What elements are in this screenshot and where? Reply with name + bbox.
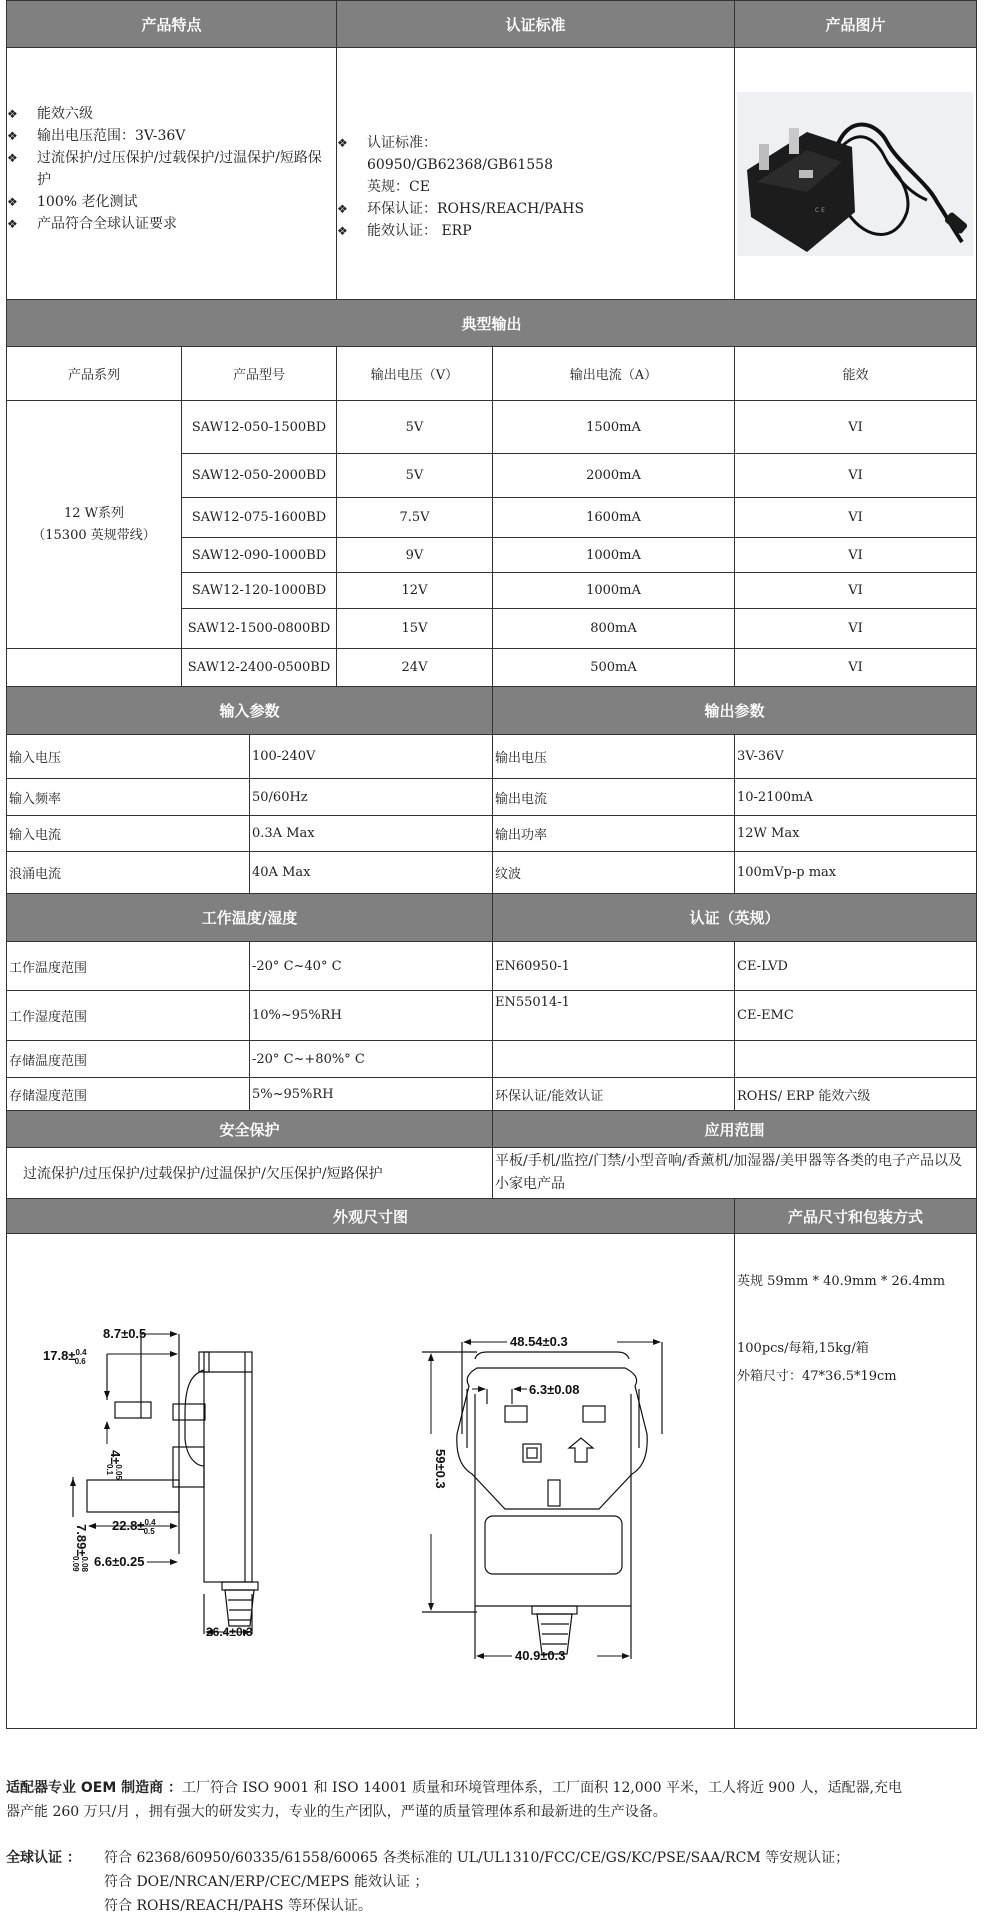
oem-paragraph (6, 1776, 981, 1824)
input-param-value (249, 778, 493, 816)
dim-label-height: 59±0.3 (433, 1449, 448, 1489)
env-value (249, 1077, 493, 1111)
global-cert-line3: 符合 ROHS/REACH/PAHS 等环保认证。 (104, 1898, 372, 1914)
bullet-icon: ❖ (7, 216, 18, 231)
section-title: 安全保护 (219, 1120, 280, 1139)
feature-item (7, 147, 327, 191)
global-cert-line1: 符合 62368/60950/60335/61558/60065 各类标准的 UL/UL1310/FCC/CE/GS/KC/PSE/SAA/RCM 等安规认证； (104, 1850, 850, 1866)
feature-item (7, 213, 327, 235)
col-header-model (181, 346, 337, 401)
application-header (492, 1110, 977, 1148)
voltage-cell-text: 7.5V (399, 510, 430, 525)
package-header (734, 1198, 977, 1234)
output-param-value (734, 734, 977, 779)
current-cell-text: 500mA (590, 660, 637, 675)
model-cell-text: SAW12-2400-0500BD (187, 660, 331, 675)
env-value-text: -20° C~+80%° C (252, 1051, 365, 1067)
feature-item (7, 125, 327, 147)
output-params-header (492, 686, 977, 735)
input-params-header (6, 686, 493, 735)
features-cell (6, 47, 337, 300)
output-param-value-text: 100mVp-p max (737, 865, 837, 880)
temp-humidity-header (6, 893, 493, 942)
env-value-text: 5%~95%RH (252, 1086, 334, 1102)
product-image-cell (734, 47, 977, 300)
dim-sub: 0.6 (74, 1357, 86, 1366)
cert-item (337, 198, 584, 220)
voltage-cell (336, 497, 493, 538)
cert-mark-text: ROHS/ ERP 能效六级 (737, 1088, 871, 1104)
col-header-efficiency (734, 346, 977, 401)
dim-sup: 0.4 (75, 1348, 87, 1357)
input-param-label (6, 815, 250, 852)
input-param-label-text: 输入频率 (9, 791, 62, 807)
current-cell-text: 1000mA (586, 547, 641, 563)
efficiency-cell (734, 648, 977, 687)
bullet-icon: ❖ (7, 106, 18, 121)
output-param-value-text: 3V-36V (737, 749, 784, 764)
side-view (73, 1334, 258, 1634)
env-label-text: 工作湿度范围 (9, 1010, 88, 1025)
output-param-value (734, 778, 977, 816)
dim-label-base: 6.6±0.25 (94, 1554, 145, 1569)
dim-label-pin-length (43, 1348, 87, 1366)
typical-output-header (6, 299, 977, 347)
input-param-value-text: 50/60Hz (252, 789, 308, 805)
packing-info: 100pcs/每箱,15kg/箱 (737, 1341, 869, 1356)
env-value-text: -20° C~40° C (252, 958, 342, 974)
input-param-label (6, 734, 250, 779)
current-cell-text: 2000mA (586, 468, 641, 483)
feature-item (7, 191, 327, 213)
model-cell-text: SAW12-1500-0800BD (187, 621, 331, 636)
current-cell (492, 608, 735, 649)
current-cell (492, 497, 735, 538)
cert-mark (734, 941, 977, 991)
header-features (6, 0, 337, 48)
input-param-value (249, 734, 493, 779)
dim-sup: 0.05 (114, 1464, 123, 1480)
product-photo-adapter (737, 92, 973, 256)
cert-standard-text: EN55014-1 (495, 995, 570, 1010)
input-param-value-text: 100-240V (252, 749, 316, 764)
current-cell (492, 400, 735, 454)
model-cell-text: SAW12-050-1500BD (191, 419, 327, 435)
section-title: 输出参数 (704, 702, 765, 720)
current-cell (492, 453, 735, 498)
current-cell-text: 800mA (590, 621, 637, 636)
output-param-label-text: 纹波 (495, 867, 522, 882)
bullet-icon: ❖ (337, 135, 348, 150)
input-param-value (249, 815, 493, 852)
input-param-label-text: 输入电压 (9, 751, 62, 766)
bullet-icon: ❖ (7, 194, 18, 209)
env-label-text: 存储湿度范围 (9, 1088, 88, 1104)
cert-energy: 能效认证： ERP (367, 222, 472, 239)
env-value (249, 941, 493, 991)
dim-label-width: 48.54±0.3 (510, 1334, 568, 1349)
model-cell (181, 572, 337, 609)
model-cell (181, 497, 337, 538)
efficiency-cell (734, 453, 977, 498)
voltage-cell (336, 648, 493, 687)
dim-sub: 0.09 (71, 1556, 80, 1572)
cert-mark-text: CE-EMC (737, 1008, 794, 1023)
env-label (6, 941, 250, 991)
cert-standard (492, 1077, 735, 1111)
drawing-cell (6, 1233, 735, 1729)
global-cert-line2: 符合 DOE/NRCAN/ERP/CEC/MEPS 能效认证 ； (104, 1874, 429, 1890)
col-header-current (492, 346, 735, 401)
dim-sup: 0.08 (80, 1556, 89, 1573)
model-cell-text: SAW12-120-1000BD (191, 583, 327, 598)
efficiency-cell (734, 497, 977, 538)
application-cell (492, 1147, 977, 1199)
efficiency-cell (734, 608, 977, 649)
series-note: （15300 英规带线） (32, 527, 156, 543)
header-label: 认证标准 (505, 15, 566, 34)
drawing-header (6, 1198, 735, 1234)
series-cell-empty (6, 648, 182, 687)
dim-label-bottom-width: 40.9±0.3 (515, 1648, 566, 1663)
header-cert-standard (336, 0, 735, 48)
section-title: 产品尺寸和包装方式 (787, 1207, 923, 1226)
input-param-value-text: 0.3A Max (252, 826, 315, 841)
column-label: 输出电压（V） (370, 368, 459, 383)
package-cell (734, 1233, 977, 1729)
dim-sub: 0.5 (143, 1527, 155, 1536)
cert-standard-text: 环保认证/能效认证 (495, 1088, 604, 1104)
voltage-cell-text: 5V (405, 419, 424, 435)
cert-standard (492, 1040, 735, 1078)
env-label-text: 存储温度范围 (9, 1053, 88, 1069)
column-label: 产品型号 (232, 368, 285, 383)
output-param-label-text: 输出电流 (495, 791, 548, 807)
voltage-cell-text: 9V (405, 547, 424, 563)
input-param-label-text: 输入电流 (9, 828, 62, 843)
col-header-series (6, 346, 182, 401)
section-title: 典型输出 (461, 314, 522, 333)
column-label: 能效 (842, 368, 869, 383)
column-label: 产品系列 (67, 368, 120, 383)
env-value (249, 1040, 493, 1078)
dim-main: 7.89± (74, 1524, 89, 1557)
output-param-label (492, 778, 735, 816)
cert-standard (492, 941, 735, 991)
input-param-label-text: 浪涌电流 (9, 867, 62, 882)
efficiency-cell-text: VI (848, 660, 863, 675)
bullet-icon: ❖ (337, 223, 348, 238)
cert-standard-cell (336, 47, 735, 300)
model-cell-text: SAW12-090-1000BD (191, 547, 327, 563)
features-list (7, 103, 327, 235)
safety-text: 过流保护/过压保护/过载保护/过温保护/欠压保护/短路保护 (23, 1166, 383, 1182)
section-title: 外观尺寸图 (332, 1207, 408, 1226)
input-param-label (6, 778, 250, 816)
input-param-label (6, 851, 250, 894)
input-param-value-text: 40A Max (252, 865, 311, 880)
cert-env: 环保认证：ROHS/REACH/PAHS (367, 200, 585, 217)
section-title: 认证（英规） (689, 909, 780, 927)
cert-mark (734, 990, 977, 1041)
voltage-cell (336, 453, 493, 498)
efficiency-cell-text: VI (848, 583, 863, 598)
model-cell (181, 608, 337, 649)
voltage-cell (336, 537, 493, 573)
efficiency-cell-text: VI (848, 621, 863, 636)
dim-label-pin-thickness (105, 1450, 123, 1480)
model-cell-text: SAW12-050-2000BD (191, 468, 327, 483)
section-title: 输入参数 (219, 702, 280, 720)
header-product-image (734, 0, 977, 48)
efficiency-cell-text: VI (848, 419, 863, 435)
dim-label-pin-offset: 8.7±0.5 (103, 1326, 147, 1341)
output-param-label (492, 734, 735, 779)
dim-label-depth: 26.4±0.3 (206, 1625, 253, 1639)
voltage-cell (336, 400, 493, 454)
voltage-cell-text: 15V (401, 621, 428, 636)
carton-size: 外箱尺寸：47*36.5*19cm (737, 1369, 897, 1384)
dim-main: 4± (108, 1450, 123, 1465)
output-param-value-text: 12W Max (737, 826, 800, 841)
efficiency-cell (734, 400, 977, 454)
header-label: 产品图片 (825, 15, 886, 34)
oem-text-line2: 器产能 260 万只/月 ，拥有强大的研发实力，专业的生产团队，严谨的质量管理体系和最新进的生产设备。 (6, 1804, 667, 1820)
cert-uk: 英规：CE (367, 178, 430, 195)
dim-label-earth-pin-length (112, 1518, 156, 1536)
cert-standards: 60950/GB62368/GB61558 (367, 156, 553, 173)
application-text: 平板/手机/监控/门禁/小型音响/香薰机/加湿器/美甲器等各类的电子产品以及小家电产品 (495, 1153, 963, 1192)
cert-item (337, 220, 584, 242)
product-size: 英规 59mm * 40.9mm * 26.4mm (737, 1274, 946, 1289)
env-label (6, 1040, 250, 1078)
model-cell (181, 400, 337, 454)
voltage-cell (336, 608, 493, 649)
column-label: 输出电流（A） (569, 368, 658, 383)
feature-item (7, 103, 327, 125)
voltage-cell (336, 572, 493, 609)
dimension-drawing (7, 1234, 734, 1728)
current-cell (492, 572, 735, 609)
output-param-label (492, 851, 735, 894)
cert-mark (734, 1040, 977, 1078)
model-cell (181, 453, 337, 498)
current-cell (492, 537, 735, 573)
safety-cell (6, 1147, 493, 1199)
output-param-label-text: 输出电压 (495, 751, 548, 766)
output-param-value (734, 815, 977, 852)
feature-text: 输出电压范围：3V-36V (37, 127, 186, 144)
output-param-label (492, 815, 735, 852)
global-cert-paragraph (6, 1846, 981, 1918)
current-cell-text: 1000mA (586, 583, 641, 598)
input-param-value (249, 851, 493, 894)
global-cert-label: 全球认证 ： (6, 1850, 81, 1866)
feature-text: 产品符合全球认证要求 (37, 215, 177, 232)
cert-list (337, 132, 584, 242)
model-cell (181, 537, 337, 573)
oem-text-line1: 工厂符合 ISO 9001 和 ISO 14001 质量和环境管理体系，工厂面积 12,000 平米，工人将近 900 人，适配器,充电 (182, 1780, 903, 1796)
env-value-text: 10%~95%RH (252, 1008, 342, 1023)
svg-text:C E: C E (815, 207, 825, 214)
voltage-cell-text: 12V (401, 583, 428, 598)
cert-item (337, 132, 584, 154)
section-title: 工作温度/湿度 (201, 909, 298, 927)
model-cell-text: SAW12-075-1600BD (191, 510, 327, 525)
dim-sub: 0.1 (105, 1463, 114, 1476)
dim-main: 22.8± (112, 1518, 145, 1533)
dim-main: 17.8± (43, 1348, 76, 1363)
bullet-icon: ❖ (7, 128, 18, 143)
safety-header (6, 1110, 493, 1148)
feature-text: 能效六级 (37, 105, 93, 122)
output-param-value-text: 10-2100mA (737, 789, 813, 805)
voltage-cell-text: 24V (401, 660, 428, 675)
dim-sup: 0.4 (144, 1518, 156, 1527)
env-value (249, 990, 493, 1041)
output-param-value (734, 851, 977, 894)
efficiency-cell-text: VI (848, 547, 863, 563)
series-cell (6, 400, 182, 649)
feature-text: 100% 老化测试 (37, 193, 138, 210)
env-label (6, 990, 250, 1041)
oem-label: 适配器专业 OEM 制造商 ： (6, 1780, 183, 1796)
col-header-voltage (336, 346, 493, 401)
bullet-icon: ❖ (337, 201, 348, 216)
efficiency-cell-text: VI (848, 468, 863, 483)
section-title: 应用范围 (704, 1120, 765, 1139)
dim-label-pin-spacing: 6.3±0.08 (529, 1382, 580, 1397)
env-label-text: 工作温度范围 (9, 960, 88, 976)
output-param-label-text: 输出功率 (495, 828, 548, 843)
side-view-arrows (73, 1334, 250, 1632)
bullet-icon: ❖ (7, 150, 18, 165)
cert-standard-text: EN60950-1 (495, 958, 570, 974)
dim-label-earth-pin-width (71, 1524, 89, 1573)
current-cell-text: 1600mA (586, 510, 641, 525)
series-name: 12 W系列 (63, 505, 125, 521)
feature-text: 过流保护/过压保护/过载保护/过温保护/短路保护 (37, 149, 322, 188)
efficiency-cell (734, 537, 977, 573)
current-cell (492, 648, 735, 687)
voltage-cell-text: 5V (405, 468, 424, 483)
cert-uk-header (492, 893, 977, 942)
cert-standard (492, 990, 735, 1041)
efficiency-cell-text: VI (848, 510, 863, 525)
cert-label: 认证标准： (367, 134, 437, 151)
cert-mark (734, 1077, 977, 1111)
model-cell (181, 648, 337, 687)
header-label: 产品特点 (141, 15, 202, 34)
efficiency-cell (734, 572, 977, 609)
env-label (6, 1077, 250, 1111)
current-cell-text: 1500mA (586, 419, 641, 435)
cert-mark-text: CE-LVD (737, 958, 788, 974)
